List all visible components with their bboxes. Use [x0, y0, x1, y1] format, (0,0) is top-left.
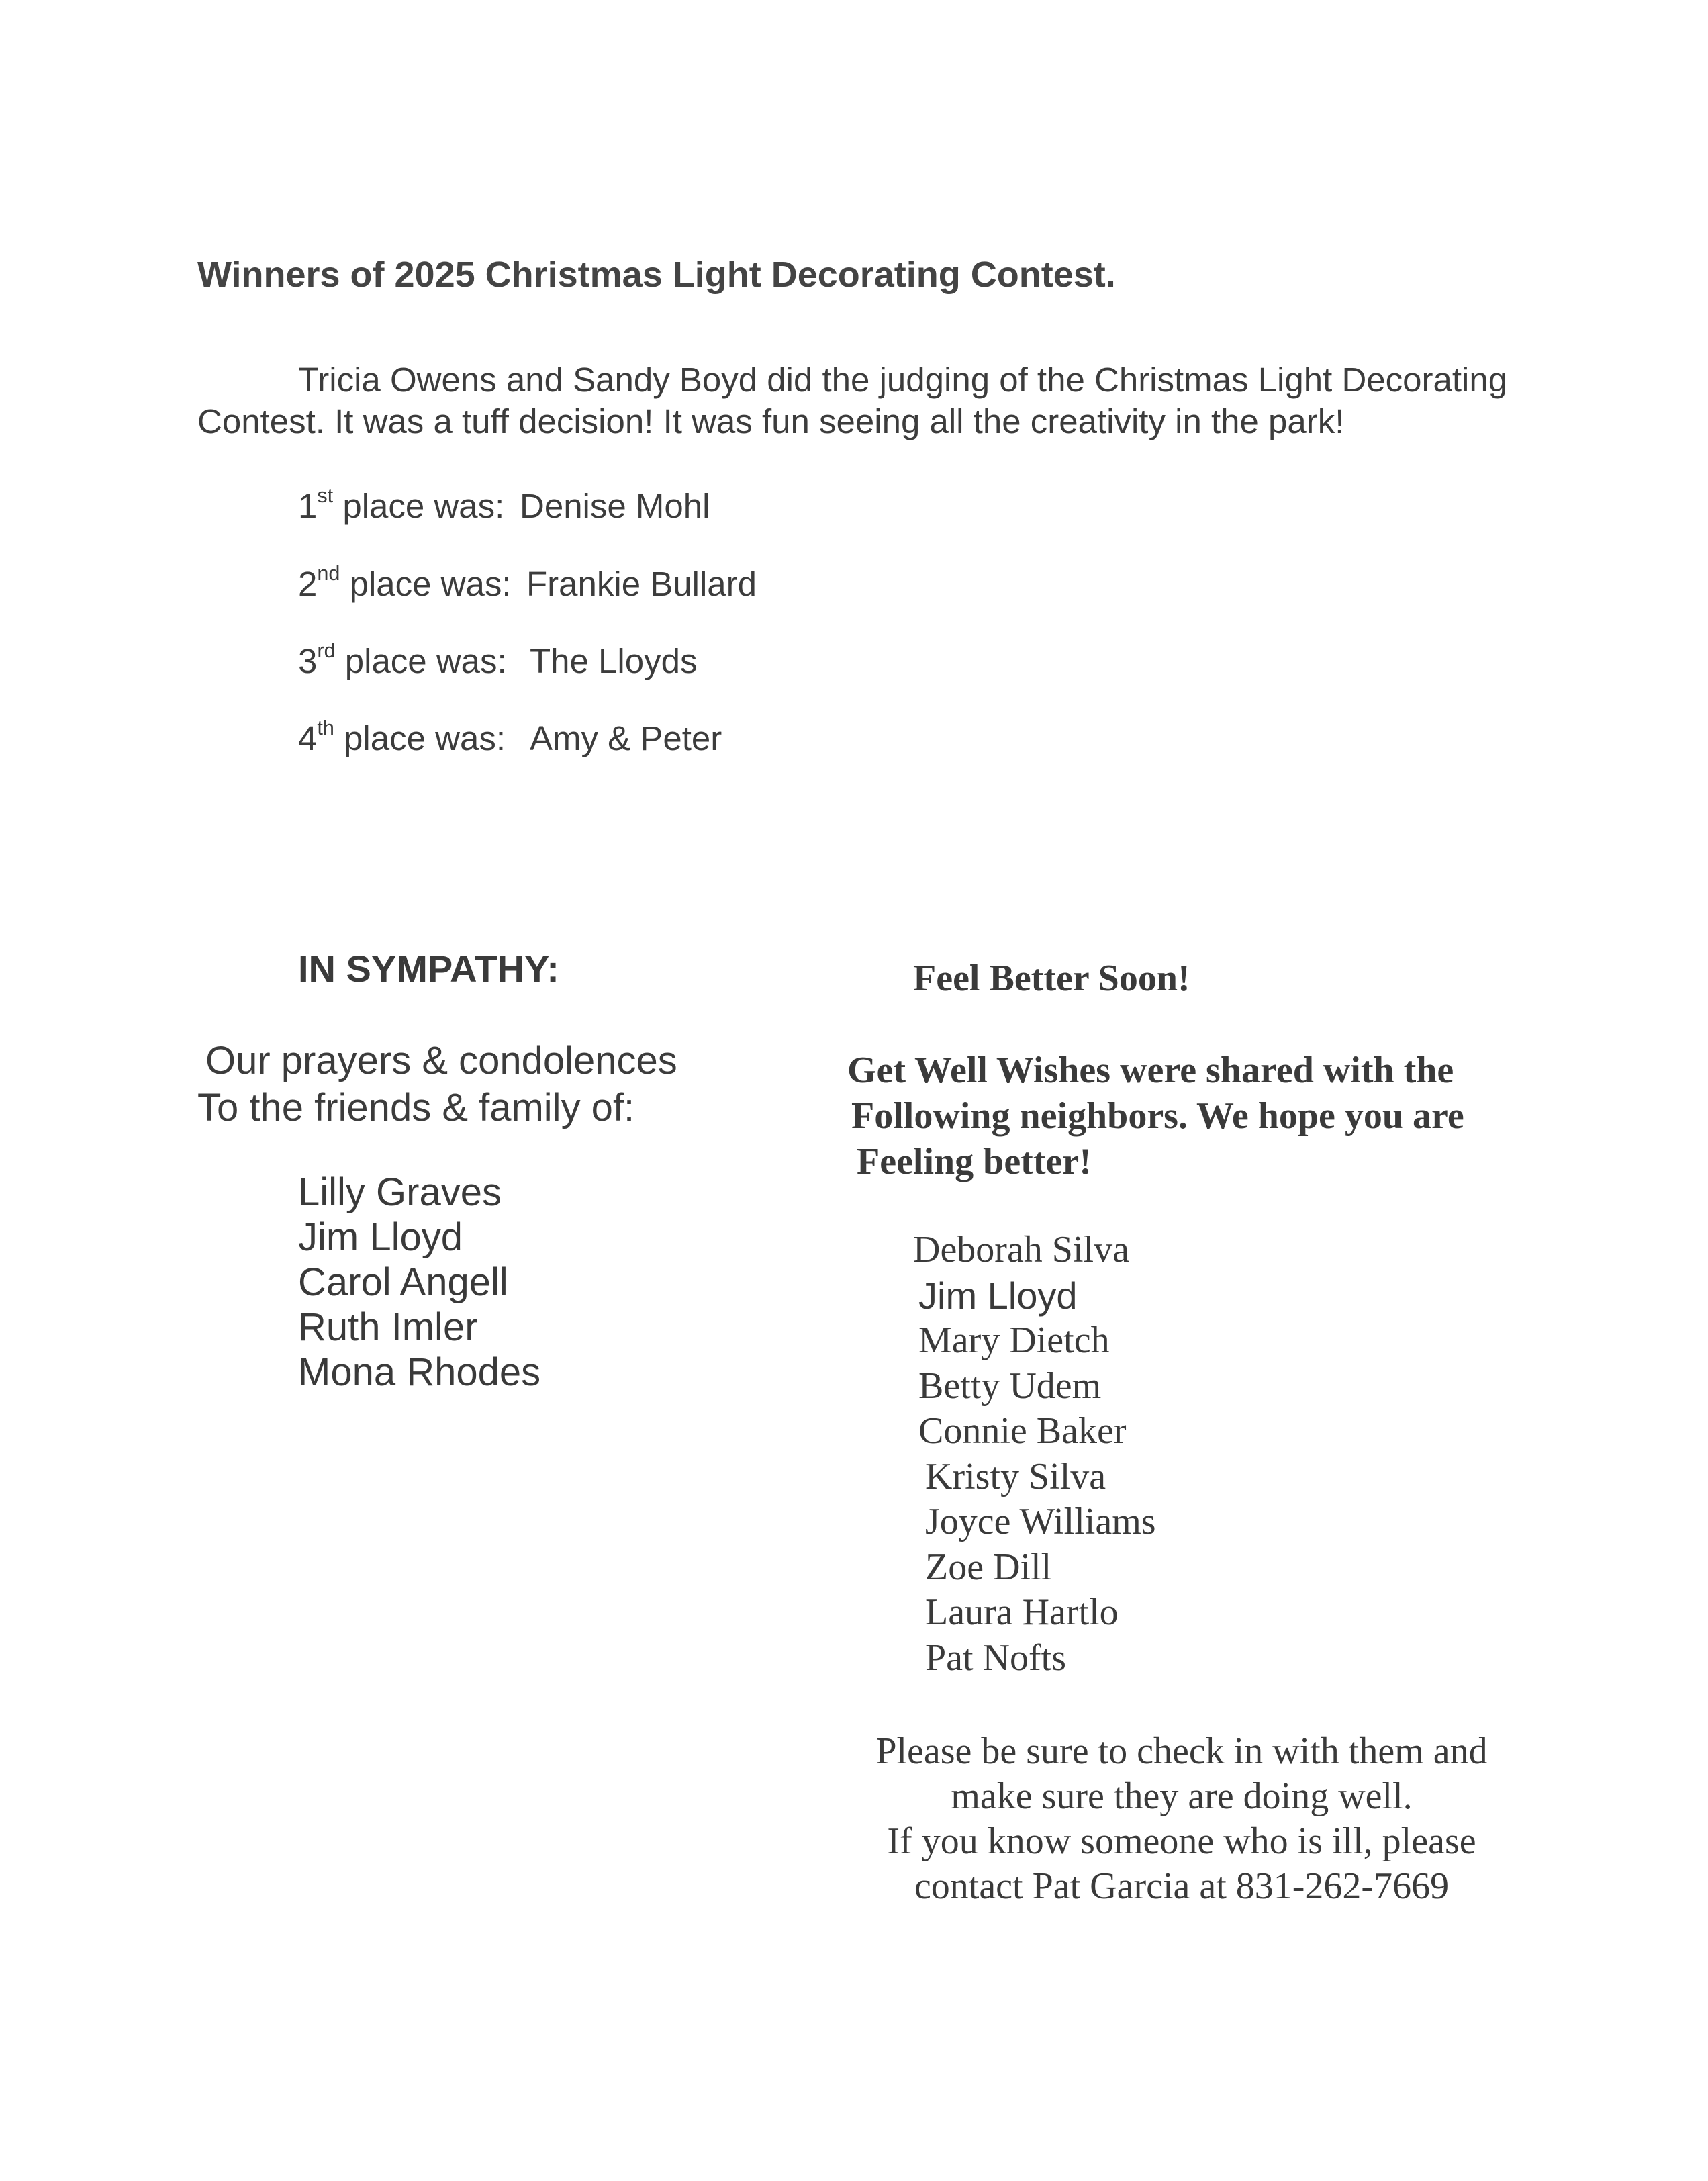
- place-winner: Denise Mohl: [520, 487, 710, 525]
- list-item: Laura Hartlo: [925, 1591, 1119, 1633]
- place-label: place was:: [335, 642, 507, 680]
- contest-intro-line-1: Tricia Owens and Sandy Boyd did the judging of the Christmas Light Decorating: [298, 361, 1508, 399]
- place-number: 3: [298, 642, 318, 680]
- closing-line: make sure they are doing well.: [951, 1775, 1413, 1817]
- place-suffix: th: [317, 716, 334, 740]
- sympathy-line-2: To the friends & family of:: [197, 1086, 635, 1129]
- place-winner: Amy & Peter: [530, 719, 722, 757]
- list-item: Joyce Williams: [925, 1501, 1156, 1542]
- closing-line: contact Pat Garcia at 831-262-7669: [914, 1865, 1450, 1907]
- list-item: Pat Nofts: [925, 1636, 1066, 1679]
- place-label: place was:: [333, 487, 505, 525]
- get-well-line-1: Get Well Wishes were shared with the: [847, 1050, 1454, 1091]
- place-suffix: nd: [317, 562, 340, 586]
- place-winner: The Lloyds: [530, 642, 698, 680]
- list-item: Mary Dietch: [918, 1319, 1110, 1361]
- third-place: [298, 639, 698, 681]
- get-well-line-2: Following neighbors. We hope you are: [851, 1095, 1464, 1137]
- list-item: Ruth Imler: [298, 1305, 478, 1349]
- sympathy-text: [197, 1037, 677, 1131]
- contest-title: Winners of 2025 Christmas Light Decorating Contest.: [197, 254, 1116, 295]
- list-item: Jim Lloyd: [298, 1215, 463, 1259]
- list-item: Carol Angell: [298, 1260, 508, 1304]
- sympathy-names-list: [298, 1170, 540, 1395]
- list-item: Betty Udem: [918, 1364, 1102, 1407]
- get-well-text: [847, 1048, 1464, 1185]
- get-well-names-list: [913, 1227, 1156, 1681]
- list-item: Jim Lloyd: [918, 1274, 1078, 1317]
- list-item: Connie Baker: [918, 1410, 1127, 1452]
- place-winner: Frankie Bullard: [526, 565, 757, 603]
- fourth-place: [298, 716, 722, 758]
- sympathy-heading: IN SYMPATHY:: [298, 947, 559, 990]
- place-suffix: st: [317, 484, 334, 508]
- closing-line: Please be sure to check in with them and: [875, 1730, 1488, 1772]
- place-number: 4: [298, 719, 318, 757]
- list-item: Deborah Silva: [913, 1229, 1129, 1270]
- place-number: 2: [298, 565, 318, 603]
- list-item: Mona Rhodes: [298, 1350, 541, 1394]
- get-well-line-3: Feeling better!: [857, 1141, 1092, 1182]
- place-suffix: rd: [317, 639, 336, 663]
- second-place: [298, 562, 757, 604]
- place-number: 1: [298, 487, 318, 525]
- get-well-closing: [792, 1729, 1571, 1909]
- closing-line: If you know someone who is ill, please: [887, 1820, 1476, 1862]
- place-label: place was:: [340, 565, 512, 603]
- contest-intro: [197, 359, 1540, 443]
- place-label: place was:: [334, 719, 506, 757]
- get-well-heading: Feel Better Soon!: [913, 958, 1190, 999]
- sympathy-line-1: Our prayers & condolences: [205, 1039, 677, 1082]
- contest-intro-line-2: Contest. It was a tuff decision! It was fun seeing all the creativity in the park!: [197, 402, 1345, 440]
- list-item: Zoe Dill: [925, 1546, 1052, 1588]
- list-item: Lilly Graves: [298, 1170, 502, 1214]
- list-item: Kristy Silva: [925, 1455, 1106, 1497]
- first-place: [298, 484, 710, 526]
